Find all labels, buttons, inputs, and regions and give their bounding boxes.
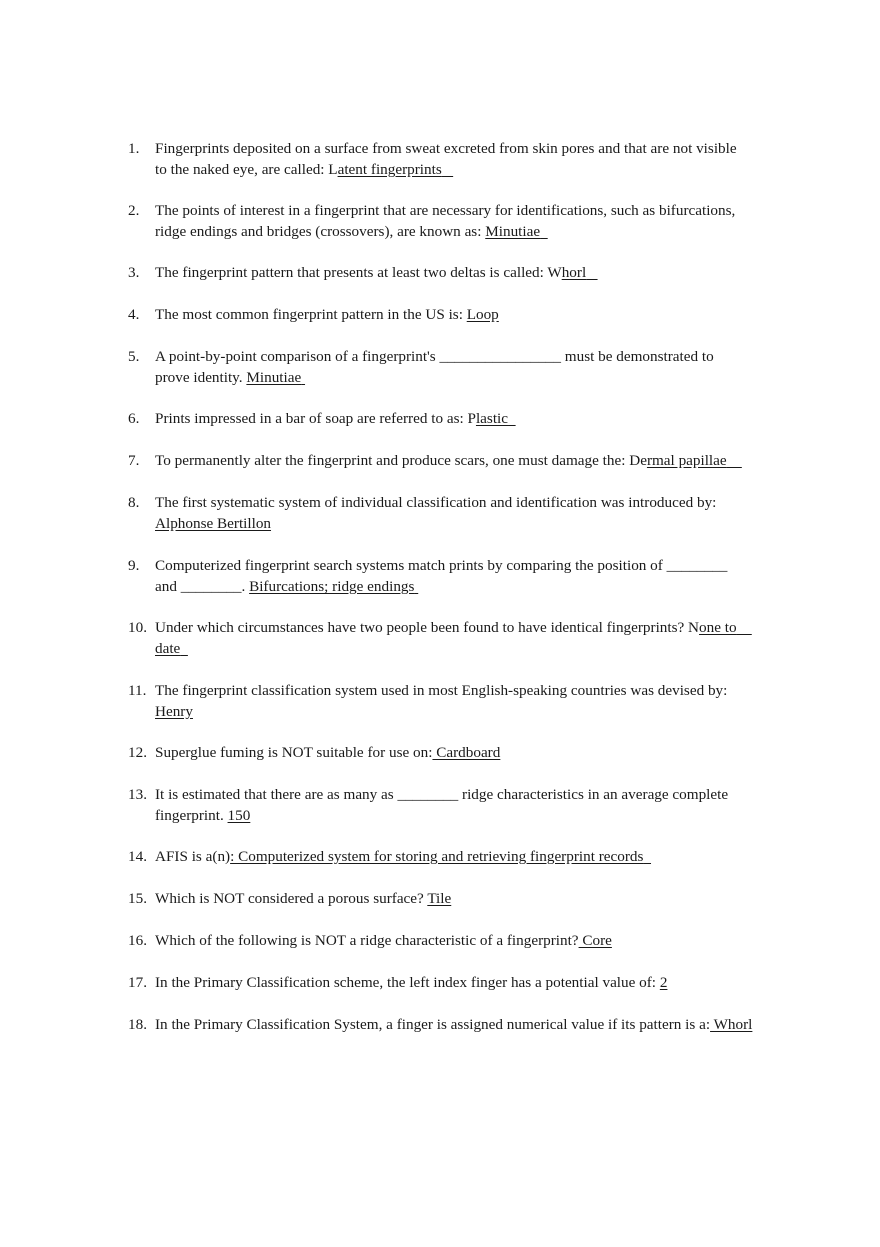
answer-text: Minutiae: [485, 223, 541, 240]
answer-underline-pad: [727, 452, 742, 469]
question-text: prove identity.: [155, 369, 247, 386]
answer-text: one to: [699, 619, 737, 636]
answer-text: : Computerized system for storing and retrieving fingerprint records: [230, 848, 644, 865]
answer-text: date: [155, 640, 181, 657]
answer-underline-pad: [737, 619, 752, 636]
question-text: AFIS is a(n): [155, 848, 231, 865]
question-text: to the naked eye, are called: L: [155, 161, 338, 178]
question-number: 13.: [128, 786, 147, 803]
answer-text: horl: [561, 264, 587, 281]
question-text: Fingerprints deposited on a surface from sweat excreted from skin pores and that are not visible: [155, 140, 737, 157]
question-number: 5.: [128, 348, 140, 365]
answer-text: Loop: [466, 306, 499, 323]
answer-text: Bifurcations; ridge endings: [249, 578, 415, 595]
question-text: fingerprint.: [155, 807, 228, 824]
answer-underline-pad: [180, 640, 188, 657]
answer-text: Henry: [155, 703, 193, 720]
answer-text: lastic: [475, 410, 509, 427]
answer-text: Core: [578, 932, 612, 949]
answer-underline-pad: [643, 848, 651, 865]
question-text: Which is NOT considered a porous surface?: [155, 890, 428, 907]
answer-text: rmal papillae: [646, 452, 727, 469]
question-text: In the Primary Classification System, a finger is assigned numerical value if its pattern is a:: [155, 1016, 711, 1033]
question-text: Which of the following is NOT a ridge characteristic of a fingerprint?: [155, 932, 579, 949]
answer-underline-pad: [442, 161, 453, 178]
question-number: 1.: [128, 140, 140, 157]
question-number: 10.: [128, 619, 147, 636]
answer-underline-pad: [540, 223, 548, 240]
answer-underline-pad: [586, 264, 597, 281]
question-number: 4.: [128, 306, 140, 323]
question-number: 12.: [128, 744, 147, 761]
answer-text: Alphonse Bertillon: [155, 515, 272, 532]
question-number: 2.: [128, 202, 140, 219]
answer-text: atent fingerprints: [337, 161, 442, 178]
question-text: To permanently alter the fingerprint and produce scars, one must damage the: De: [155, 452, 647, 469]
question-text: Under which circumstances have two people been found to have identical fingerprints? N: [155, 619, 700, 636]
question-text: The points of interest in a fingerprint that are necessary for identifications, such as bifurcations,: [155, 202, 736, 219]
question-text: The fingerprint classification system used in most English-speaking countries was devised by:: [155, 682, 728, 699]
question-number: 15.: [128, 890, 147, 907]
question-text: The most common fingerprint pattern in the US is:: [155, 306, 467, 323]
answer-underline-pad: [301, 369, 305, 386]
question-text: ridge endings and bridges (crossovers), are known as:: [155, 223, 486, 240]
question-number: 17.: [128, 974, 147, 991]
question-text: In the Primary Classification scheme, the left index finger has a potential value of:: [155, 974, 660, 991]
answer-text: Minutiae: [246, 369, 302, 386]
answer-text: 2: [659, 974, 668, 991]
answer-underline-pad: [508, 410, 516, 427]
question-text: It is estimated that there are as many as ________ ridge characteristics in an average complete: [155, 786, 729, 803]
question-number: 14.: [128, 848, 147, 865]
answer-text: Whorl: [710, 1016, 753, 1033]
question-number: 11.: [128, 682, 147, 699]
question-text: and ________.: [155, 578, 250, 595]
question-number: 9.: [128, 557, 140, 574]
question-number: 18.: [128, 1016, 147, 1033]
answer-text: Cardboard: [432, 744, 501, 761]
question-number: 16.: [128, 932, 147, 949]
question-number: 7.: [128, 452, 140, 469]
question-text: Computerized fingerprint search systems match prints by comparing the position of ________: [155, 557, 728, 574]
question-text: The fingerprint pattern that presents at least two deltas is called: W: [155, 264, 562, 281]
answer-underline-pad: [414, 578, 418, 595]
question-number: 8.: [128, 494, 140, 511]
question-text: Prints impressed in a bar of soap are referred to as: P: [155, 410, 476, 427]
question-number: 3.: [128, 264, 140, 281]
answer-text: 150: [227, 807, 251, 824]
question-number: 6.: [128, 410, 140, 427]
answer-text: Tile: [427, 890, 452, 907]
question-text: A point-by-point comparison of a fingerprint's ________________ must be demonstrated to: [155, 348, 714, 365]
question-text: Superglue fuming is NOT suitable for use on:: [155, 744, 433, 761]
question-text: The first systematic system of individual classification and identification was introduced by:: [155, 494, 717, 511]
